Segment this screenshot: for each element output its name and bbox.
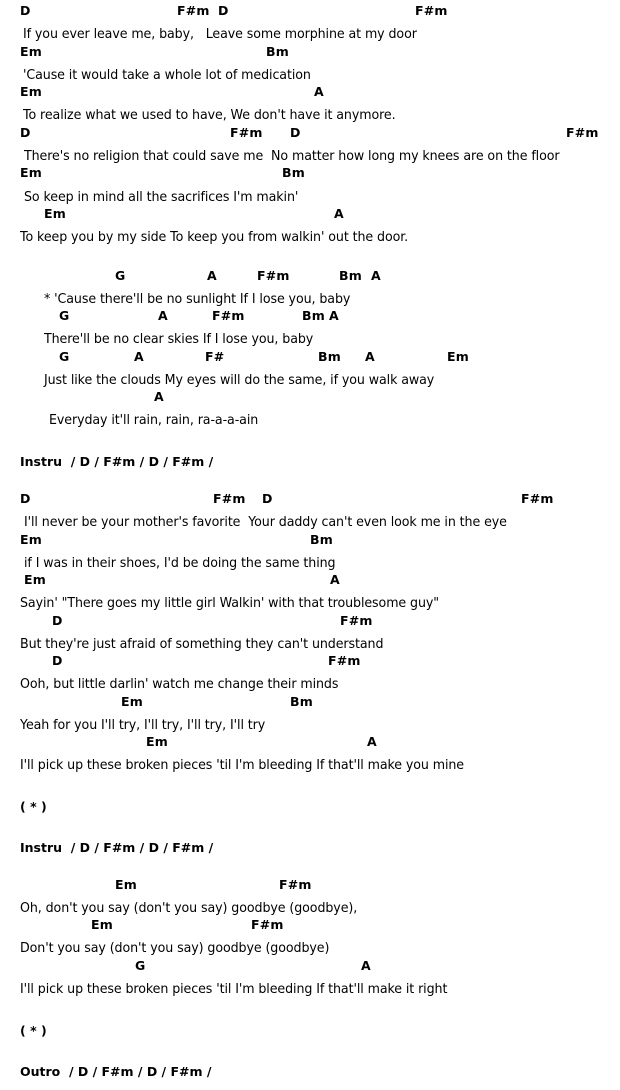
chord-row bbox=[0, 349, 620, 369]
chord-label: A bbox=[154, 389, 164, 404]
section-label: Instru / D / F#m / D / F#m / bbox=[20, 840, 214, 855]
chord-label: A bbox=[329, 308, 339, 323]
lyric-line: I'll never be your mother's favorite Your daddy can't even look me in the eye bbox=[24, 514, 507, 530]
lyric-line: To keep you by my side To keep you from walkin' out the door. bbox=[20, 229, 409, 245]
chord-row bbox=[0, 958, 620, 978]
chord-label: Bm bbox=[282, 165, 305, 180]
chord-row bbox=[0, 125, 620, 145]
chord-label: F#m bbox=[257, 268, 290, 283]
chord-label: A bbox=[367, 734, 377, 749]
chord-row bbox=[0, 44, 620, 64]
chord-label: D bbox=[20, 125, 31, 140]
lyric-line: Ooh, but little darlin' watch me change their minds bbox=[20, 676, 339, 692]
chord-label: A bbox=[158, 308, 168, 323]
chord-label: Em bbox=[121, 694, 143, 709]
chord-label: A bbox=[371, 268, 381, 283]
chord-row bbox=[0, 206, 620, 226]
lyric-line: There's no religion that could save me No matter how long my knees are on the floor bbox=[24, 148, 560, 164]
lyric-line: To realize what we used to have, We don't have it anymore. bbox=[23, 107, 396, 123]
section-label: Outro / D / F#m / D / F#m / bbox=[20, 1064, 212, 1079]
chord-label: F#m bbox=[279, 877, 312, 892]
lyric-line: Everyday it'll rain, rain, ra-a-a-ain bbox=[49, 412, 259, 428]
chord-label: Em bbox=[20, 165, 42, 180]
chord-label: A bbox=[361, 958, 371, 973]
lyric-line: 'Cause it would take a whole lot of medication bbox=[23, 67, 311, 83]
lyric-line: if I was in their shoes, I'd be doing the same thing bbox=[24, 555, 336, 571]
chord-label: Em bbox=[24, 572, 46, 587]
chord-label: F# bbox=[205, 349, 225, 364]
chord-label: D bbox=[52, 653, 63, 668]
chord-label: A bbox=[330, 572, 340, 587]
chord-row bbox=[0, 268, 620, 288]
lyric-line: But they're just afraid of something they can't understand bbox=[20, 636, 384, 652]
chord-label: F#m bbox=[328, 653, 361, 668]
chord-row bbox=[0, 734, 620, 754]
chord-label: A bbox=[314, 84, 324, 99]
chord-label: D bbox=[20, 3, 31, 18]
lyric-line: Just like the clouds My eyes will do the same, if you walk away bbox=[44, 372, 435, 388]
lyric-line: I'll pick up these broken pieces 'til I'm bleeding If that'll make you mine bbox=[20, 757, 464, 773]
chord-row bbox=[0, 613, 620, 633]
chord-row bbox=[0, 572, 620, 592]
chord-label: D bbox=[52, 613, 63, 628]
chord-label: Bm bbox=[339, 268, 362, 283]
chord-label: A bbox=[207, 268, 217, 283]
chord-label: F#m bbox=[340, 613, 373, 628]
lyric-line: Don't you say (don't you say) goodbye (goodbye) bbox=[20, 940, 330, 956]
chord-label: D bbox=[20, 491, 31, 506]
chord-label: Em bbox=[44, 206, 66, 221]
chord-label: Bm bbox=[290, 694, 313, 709]
chord-row bbox=[0, 532, 620, 552]
lyric-line: So keep in mind all the sacrifices I'm makin' bbox=[24, 189, 299, 205]
chord-row bbox=[0, 877, 620, 897]
chord-label: F#m bbox=[566, 125, 599, 140]
chord-label: F#m bbox=[177, 3, 210, 18]
chord-label: A bbox=[134, 349, 144, 364]
chord-label: F#m bbox=[212, 308, 245, 323]
section-label: Instru / D / F#m / D / F#m / bbox=[20, 454, 214, 469]
chord-label: Bm bbox=[318, 349, 341, 364]
chord-label: Em bbox=[146, 734, 168, 749]
chord-label: Em bbox=[20, 44, 42, 59]
chord-row bbox=[0, 308, 620, 328]
chord-label: F#m bbox=[251, 917, 284, 932]
lyric-line: There'll be no clear skies If I lose you, baby bbox=[44, 331, 314, 347]
chord-row bbox=[0, 917, 620, 937]
chord-label: Bm bbox=[266, 44, 289, 59]
chord-label: D bbox=[290, 125, 301, 140]
chord-label: Em bbox=[115, 877, 137, 892]
chord-label: Em bbox=[20, 532, 42, 547]
chord-label: F#m bbox=[415, 3, 448, 18]
chord-row bbox=[0, 3, 620, 23]
chord-row bbox=[0, 694, 620, 714]
chord-row bbox=[0, 491, 620, 511]
chord-label: G bbox=[115, 268, 126, 283]
chord-row bbox=[0, 165, 620, 185]
lyric-line: I'll pick up these broken pieces 'til I'm bleeding If that'll make it right bbox=[20, 981, 448, 997]
chord-label: D bbox=[218, 3, 229, 18]
chorus-repeat-marker: ( * ) bbox=[20, 799, 47, 814]
chord-label: G bbox=[59, 308, 70, 323]
chord-label: Bm bbox=[310, 532, 333, 547]
chord-row bbox=[0, 389, 620, 409]
lyric-line: * 'Cause there'll be no sunlight If I lose you, baby bbox=[44, 291, 351, 307]
lyric-line: If you ever leave me, baby, Leave some morphine at my door bbox=[23, 26, 417, 42]
chorus-repeat-marker: ( * ) bbox=[20, 1023, 47, 1038]
chord-label: Em bbox=[20, 84, 42, 99]
chord-label: A bbox=[334, 206, 344, 221]
chord-label: Em bbox=[447, 349, 469, 364]
chord-label: F#m bbox=[521, 491, 554, 506]
chord-row bbox=[0, 84, 620, 104]
chord-label: Em bbox=[91, 917, 113, 932]
chord-row bbox=[0, 653, 620, 673]
chord-label: D bbox=[262, 491, 273, 506]
chord-label: G bbox=[135, 958, 146, 973]
chord-label: F#m bbox=[213, 491, 246, 506]
chord-label: F#m bbox=[230, 125, 263, 140]
chord-label: Bm bbox=[302, 308, 325, 323]
chord-label: G bbox=[59, 349, 70, 364]
lyric-line: Yeah for you I'll try, I'll try, I'll try, I'll try bbox=[20, 717, 266, 733]
chord-label: A bbox=[365, 349, 375, 364]
lyric-line: Sayin' "There goes my little girl Walkin' with that troublesome guy" bbox=[20, 595, 439, 611]
lyric-line: Oh, don't you say (don't you say) goodbye (goodbye), bbox=[20, 900, 358, 916]
